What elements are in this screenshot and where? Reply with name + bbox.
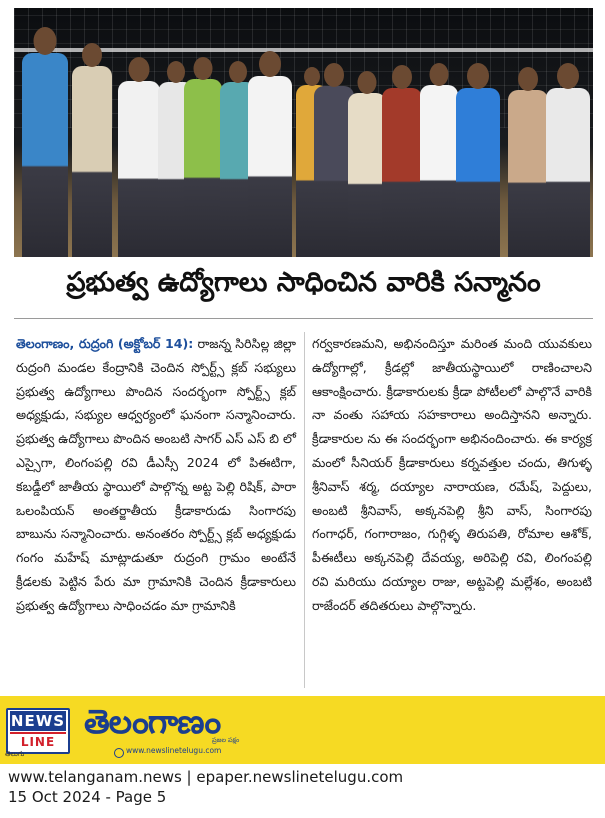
person-figure [248,51,292,257]
person-figure [456,63,500,257]
headline-rule [14,318,593,319]
person-body [546,88,590,257]
person-figure [546,63,590,257]
person-head [229,61,247,83]
headline: ప్రభుత్వ ఉద్యోగాలు సాధించిన వారికి సన్మానం [66,267,541,298]
footer-links: www.telanganam.news | epaper.newslinetelugu.com [8,768,404,786]
footer-date-page: 15 Oct 2024 - Page 5 [8,788,167,806]
person-body [72,66,112,257]
globe-icon [114,748,124,758]
person-body [22,53,68,257]
person-figure [72,43,112,257]
person-head [82,43,102,67]
person-head [467,63,489,89]
masthead-title: తెలంగాణం [84,702,221,741]
site-url: www.newslinetelugu.com [126,746,222,755]
person-head [518,67,538,91]
person-head [129,57,150,82]
person-body [184,79,222,257]
column-divider [304,332,305,688]
person-body [508,90,548,257]
dateline: తెలంగాణం, రుద్రంగి (అక్టోబర్ 14): [16,336,194,351]
person-head [358,71,377,94]
masthead-tagline: ప్రజల పక్షం [212,736,240,744]
newsline-logo [6,708,70,754]
article-column-left [16,332,296,618]
person-figure [118,57,160,257]
article-photo [14,8,593,257]
article-body-left: రాజన్న సిరిసిల్ల జిల్లా రుద్రంగి మండల కేంద్రానికి చెందిన స్పోర్ట్స్ క్లబ్ సభ్యులు ప్రభుత్వ ఉద్యోగాలు పొందిన సందర్భంగా స్పోర్ట్స్ క్లబ్ అధ్యక్షుడు, సభ్యుల ఆధ్వర్యంలో ఘనంగా సన్మానించారు. ప్రభుత్వ ఉద్యోగాలు పొందిన అంబటి సాగర్ ఎస్ ఎస్ బి లో ఎస్సైగా, లింగంపల్లి రవి డీఎస్సీ 2024 లో పిఈటిగా, కబడ్డీలో జాతీయ స్థాయిలో పాల్గొన్న అట్ట పెల్లి రిషిక్, పారా ఒలంపియన్ అంతర్జాతీయ క్రీడాకారుడు సింగారపు బాబును సన్మానించారు. అనంతరం స్పోర్ట్స్ క్లబ్ అధ్యక్షుడు గంగం మహేష్ మాట్లాడుతూ రుద్రంగి గ్రామం అంటేనే క్రీడలకు పెట్టిన పేరు మా గ్రామానికి చెందిన క్రీడాకారులు ప్రభుత్వ ఉద్యోగాలు సాధించడం మా గ్రామానికి [16,336,296,613]
person-body [456,88,500,257]
person-body [382,88,422,257]
person-figure [184,57,222,257]
logo-line-text: LINE [10,732,66,750]
person-head [557,63,579,89]
person-figure [382,65,422,257]
article-paragraph [16,332,296,618]
person-head [34,27,57,55]
newspaper-banner [0,696,605,764]
person-head [392,65,412,89]
person-body [118,81,160,257]
person-head [167,61,185,83]
person-head [194,57,213,80]
person-body [248,76,292,257]
person-body [348,93,386,257]
person-head [259,51,281,77]
logo-caption: తెలుగు [5,750,25,758]
article-column-right [312,332,592,618]
person-figure [22,27,68,257]
person-figure [420,63,458,257]
logo-news-text: NEWS [10,712,66,730]
person-head [324,63,344,87]
person-head [430,63,449,86]
person-figure [508,67,548,257]
person-figure [348,71,386,257]
person-body [420,85,458,257]
article-body-right: గర్వకారణమని, అభినందిస్తూ మరింత మంది యువకులు ఉద్యోగాల్లో, క్రీడల్లో జాతీయస్థాయిలో రాణించాలని ఆకాంక్షించారు. క్రీడాకారులకు క్రీడా పోటీలలో పాల్గొనే వారికి నా వంతు సహాయ సహకారాలు అందిస్తానని అన్నారు. క్రీడాకారుల ను ఈ సందర్భంగా అభినందించారు. ఈ కార్యక్ర మంలో సీనియర్ క్రీడాకారులు కర్నవత్తుల చందు, తిగుళ్ళ శ్రీనివాస్ శర్మ, దయ్యాల నారాయణ, రమేష్, పెద్దులు, అంబటి శ్రీనివాస్, అక్కనపెల్లి శ్రీని వాస్, సింగారపు గంగాధర్, గంగారాజం, గుగ్గిళ్ళ తిరుపతి, రోమాల ఆశోక్, పీఈటీలు అక్కనపెల్లి దేవయ్య, అరిపెల్లి రవి, లింగంపల్లి రవి మరియు దయ్యాల రాజు, అట్టపెల్లి మల్లేశం, అంబటి రాజేందర్ తదితరులు పాల్గొన్నారు. [312,336,592,613]
